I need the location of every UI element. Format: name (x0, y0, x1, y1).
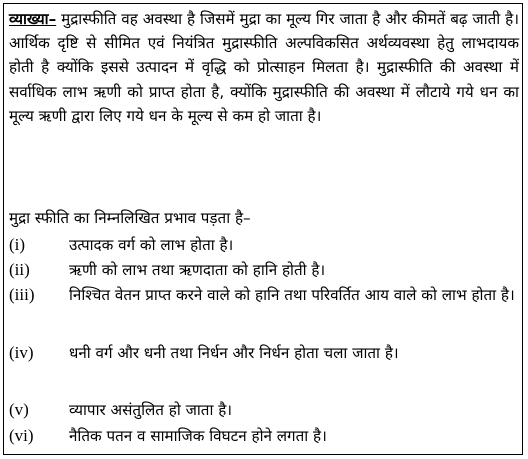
explanation-text: मुद्रास्फीति वह अवस्था है जिसमें मुद्रा का मूल्य गिर जाता है और कीमतें बढ़ जाती है। आर्थिक दृष्टि से सीमित एवं नियंत्रित मुद्रास्फीति अल्पविकसित अर्थव्यवस्था हेतु लाभदायक होती है क्योंकि इससे उत्पादन में वृद्धि को प्रोत्साहन मिलता है। मुद्रास्फीति की अवस्था में सर्वाधिक लाभ ऋणी को प्राप्त होता है, क्योंकि मुद्रास्फीति की अवस्था में लौटाये गये धन का मूल्य ऋणी द्वारा लिए गये धन के मूल्य से कम हो जाता है। (9, 10, 519, 125)
effect-item-number: (iv) (9, 343, 34, 362)
effect-item-number: (v) (9, 400, 29, 419)
effect-item-number: (i) (9, 235, 26, 254)
cropped-next-line (58, 452, 458, 456)
effect-item-text: व्यापार असंतुलित हो जाता है। (69, 401, 233, 419)
effect-item-number: (iii) (9, 285, 35, 304)
effects-intro: मुद्रा स्फीति का निम्नलिखित प्रभाव पड़ता है– (9, 209, 251, 227)
effect-item-text: नैतिक पतन व सामाजिक विघटन होने लगता है। (69, 427, 327, 445)
effect-item-number: (vi) (9, 426, 34, 445)
explanation-paragraph (9, 7, 519, 128)
explanation-lead-label: व्याख्या– (9, 10, 57, 28)
effect-item-text: धनी वर्ग और धनी तथा निर्धन और निर्धन होता चला जाता है। (69, 344, 399, 362)
effect-item-text: उत्पादक वर्ग को लाभ होता है। (69, 236, 234, 254)
effect-item-number: (ii) (9, 260, 30, 279)
effect-item-text: निश्चित वेतन प्राप्त करने वाले को हानि तथा परिवर्तित आय वाले को लाभ होता है। (69, 286, 515, 304)
effect-item-text: ऋणी को लाभ तथा ऋणदाता को हानि होती है। (69, 261, 326, 279)
